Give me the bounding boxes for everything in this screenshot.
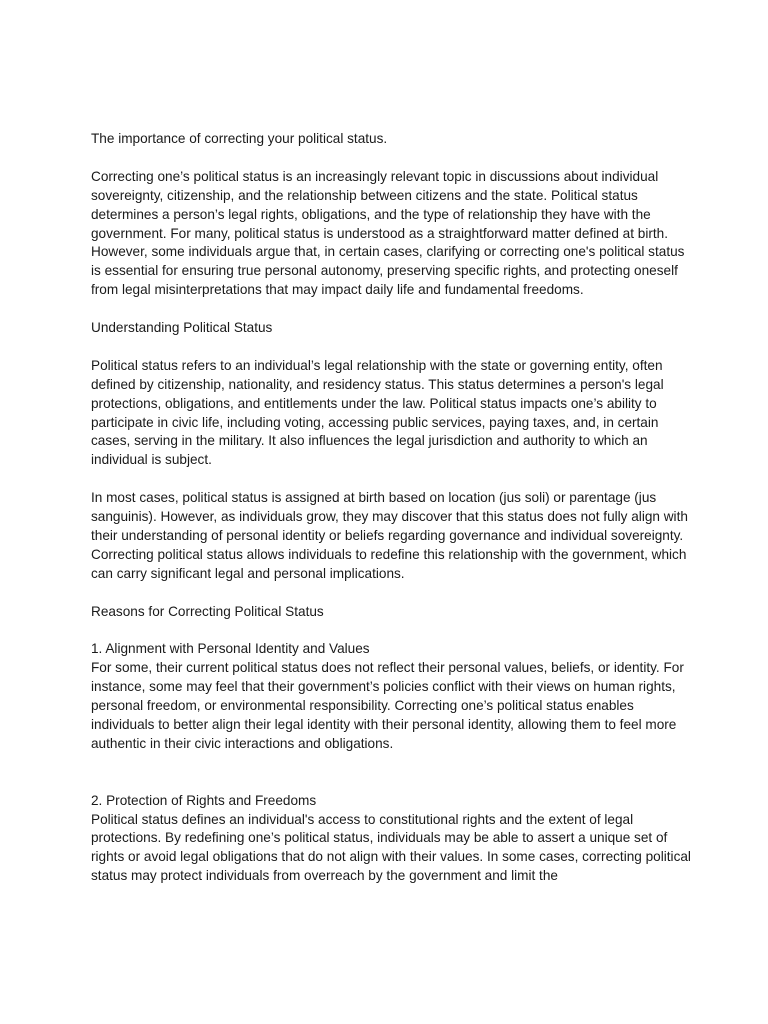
document-body [91,130,691,886]
paragraph-gap [91,754,691,792]
section-heading-understanding: Understanding Political Status [91,320,273,336]
reason-1-heading: 1. Alignment with Personal Identity and Values [91,641,370,657]
intro-paragraph: Correcting one’s political status is an increasingly relevant topic in discussions about individual sovereignty, citizenship, and the relationship between citizens and the state. Political status determines a person’s legal rights, obligations, and the type of relationship they have with the government. For many, political status is understood as a straightforward matter defined at birth. However, some individuals argue that, in certain cases, clarifying or correcting one's political status is essential for ensuring true personal autonomy, preserving specific rights, and protecting oneself from legal misinterpretations that may impact daily life and fundamental freedoms. [91,168,685,298]
paragraph-gap [91,149,691,168]
reason-1-paragraph: For some, their current political status does not reflect their personal values, beliefs, or identity. For instance, some may feel that their government’s policies conflict with their views on human rights, personal freedom, or environmental responsibility. Correcting one’s political status enables individuals to better align their legal identity with their personal identity, allowing them to feel more authentic in their civic interactions and obligations. [91,660,684,751]
section-heading-reasons: Reasons for Correcting Political Status [91,603,324,619]
understanding-paragraph-1: Political status refers to an individual’s legal relationship with the state or governing entity, often defined by citizenship, nationality, and residency status. This status determines a person's legal protections, obligations, and entitlements under the law. Political status impacts one’s ability to participate in civic life, including voting, accessing public services, paying taxes, and, in certain cases, serving in the military. It also influences the legal jurisdiction and authority to which an individual is subject. [91,357,664,468]
paragraph-gap [91,621,691,640]
reason-2-paragraph: Political status defines an individual's access to constitutional rights and the extent of legal protections. By redefining one’s political status, individuals may be able to assert a unique set of rights or avoid legal obligations that do not align with their values. In some cases, correcting political status may protect individuals from overreach by the government and limit the [91,811,691,884]
paragraph-gap [91,470,691,489]
paragraph-gap [91,300,691,319]
paragraph-gap [91,338,691,357]
reason-2-heading: 2. Protection of Rights and Freedoms [91,792,317,808]
document-title: The importance of correcting your political status. [91,131,388,146]
paragraph-gap [91,584,691,603]
understanding-paragraph-2: In most cases, political status is assigned at birth based on location (jus soli) or parentage (jus sanguinis). However, as individuals grow, they may discover that this status does not fully align with their understanding of personal identity or beliefs regarding governance and individual sovereignty. Correcting political status allows individuals to redefine this relationship with the government, which can carry significant legal and personal implications. [91,490,688,581]
